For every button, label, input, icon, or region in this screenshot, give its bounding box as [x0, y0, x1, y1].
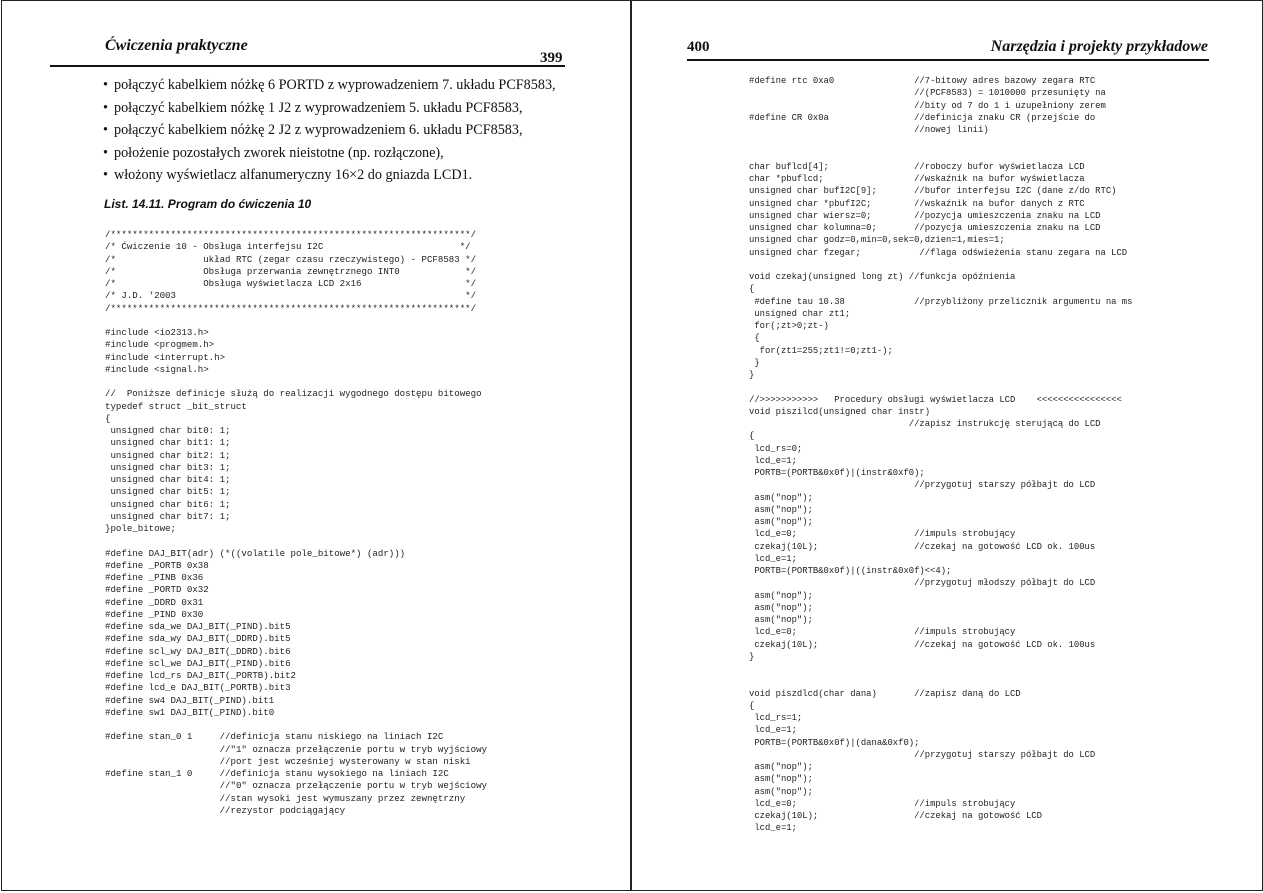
code-line: unsigned char godz=0,min=0,sek=0,dzien=1,mies=1;	[749, 235, 1005, 246]
code-line: unsigned char bit2: 1;	[105, 449, 231, 461]
code-line	[105, 535, 487, 547]
code-line: void piszilcd(unsigned char instr)	[749, 406, 931, 417]
code-line: unsigned char bit4: 1;	[105, 474, 231, 485]
code-line: #define _PINB 0x36	[105, 572, 204, 583]
bullet-item: • połączyć kabelkiem nóżkę 6 PORTD z wyprowadzeniem 7. układu PCF8583,	[103, 74, 623, 97]
code-line: #define tau 10.38 //przybliżony przelicznik argumentu na ms	[749, 296, 1133, 307]
code-line: #define lcd_e DAJ_BIT(_PORTB).bit3	[105, 682, 291, 694]
code-line: PORTB=(PORTB&0x0f)|(dana&0xf0);	[749, 737, 920, 748]
code-line: asm("nop");	[749, 602, 813, 613]
code-line: #define DAJ_BIT(adr) (*((volatile pole_bitowe*) (adr)))	[105, 547, 406, 559]
code-line: //(PCF8583) = 1010000 przesunięty na	[749, 88, 1106, 99]
code-line: {	[749, 700, 755, 711]
code-line: /* Ćwiczenie 10 - Obsługa interfejsu I2C */	[105, 241, 471, 253]
code-line: lcd_rs=1;	[749, 713, 803, 723]
code-line: //rezystor podciągający	[105, 804, 346, 816]
code-line: /* Obsługa przerwania zewnętrznego INT0 */	[105, 265, 477, 277]
code-line: #define CR 0x0a //definicja znaku CR (przejście do	[749, 112, 1096, 123]
code-line: #define sw1 DAJ_BIT(_PIND).bit0	[105, 706, 275, 718]
code-line: void czekaj(unsigned long zt) //funkcja opóźnienia	[749, 272, 1016, 282]
code-line: {	[749, 431, 755, 442]
code-line	[105, 315, 487, 327]
bullet-item: • połączyć kabelkiem nóżkę 1 J2 z wyprowadzeniem 5. układu PCF8583,	[103, 97, 623, 120]
code-line: void piszdlcd(char dana) //zapisz daną do LCD	[749, 688, 1021, 699]
code-line: #include <signal.h>	[105, 363, 209, 375]
code-line: #define _PORTB 0x38	[105, 559, 209, 571]
code-line	[105, 376, 487, 388]
bullet-item: • położenie pozostałych zworek nieistotne (np. rozłączone),	[103, 142, 623, 165]
code-line: //>>>>>>>>>>> Procedury obsługi wyświetlacza LCD <<<<<<<<<<<<<<<<	[749, 394, 1122, 405]
code-line: unsigned char bufI2C[9]; //bufor interfejsu I2C (dane z/do RTC)	[749, 186, 1117, 197]
code-line: czekaj(10L); //czekaj na gotowość LCD ok. 100us	[749, 541, 1096, 552]
code-line: unsigned char kolumna=0; //pozycja umieszczenia znaku na LCD	[749, 223, 1101, 233]
code-line: //bity od 7 do 1 i uzupełniony zerem	[749, 100, 1106, 111]
bullet-item: • połączyć kabelkiem nóżkę 2 J2 z wyprowadzeniem 6. układu PCF8583,	[103, 119, 623, 142]
right-code-listing	[749, 75, 1132, 835]
code-line	[749, 259, 1132, 271]
code-line: /* J.D. '2003 */	[105, 290, 477, 302]
code-line: /******************************************************************/	[105, 229, 477, 240]
right-running-header: Narzędzia i projekty przykładowe	[990, 38, 1208, 55]
code-line: //"1" oznacza przełączenie portu w tryb wyjściowy	[105, 743, 487, 755]
code-line	[105, 719, 487, 731]
code-line: //nowej linii)	[749, 125, 989, 135]
code-line	[749, 381, 1132, 393]
code-line: unsigned char wiersz=0; //pozycja umieszczenia znaku na LCD	[749, 210, 1101, 221]
code-line: {	[749, 284, 755, 295]
right-page-number: 400	[687, 39, 710, 55]
code-line: unsigned char *pbufI2C; //wskaźnik na bufor danych z RTC	[749, 198, 1085, 209]
code-line: asm("nop");	[749, 517, 813, 527]
code-line: // Poniższe definicje służą do realizacji wygodnego dostępu bitowego	[105, 388, 482, 400]
code-line: lcd_e=0; //impuls strobujący	[749, 627, 1016, 638]
code-line: PORTB=(PORTB&0x0f)|(instr&0xf0);	[749, 468, 925, 478]
code-line: #define sda_wy DAJ_BIT(_DDRD).bit5	[105, 633, 291, 645]
code-line	[749, 136, 1132, 148]
code-line: lcd_e=1;	[749, 823, 797, 834]
code-line: //stan wysoki jest wymuszany przez zewnętrzny	[105, 792, 466, 804]
code-line: asm("nop");	[749, 492, 813, 503]
code-line: #define sda_we DAJ_BIT(_PIND).bit5	[105, 621, 291, 632]
code-line: //przygotuj starszy półbajt do LCD	[749, 749, 1096, 760]
left-page	[1, 0, 631, 891]
code-line: #define sw4 DAJ_BIT(_PIND).bit1	[105, 694, 275, 706]
code-line: #include <interrupt.h>	[105, 351, 226, 363]
code-line: for(zt1=255;zt1!=0;zt1-);	[749, 345, 893, 356]
code-line: #define _PORTD 0x32	[105, 584, 209, 596]
code-line: asm("nop");	[749, 504, 813, 515]
code-line: #include <io2313.h>	[105, 327, 209, 338]
code-line	[749, 675, 1132, 687]
code-line: typedef struct _bit_struct	[105, 400, 247, 412]
code-line: #include <progmem.h>	[105, 339, 215, 351]
code-line: czekaj(10L); //czekaj na gotowość LCD ok. 100us	[749, 639, 1096, 650]
code-line: #define _PIND 0x30	[105, 608, 204, 620]
code-line: lcd_e=0; //impuls strobujący	[749, 798, 1016, 809]
code-line: #define scl_wy DAJ_BIT(_DDRD).bit6	[105, 645, 291, 657]
code-line: #define stan_1 0 //definicja stanu wysokiego na liniach I2C	[105, 768, 449, 779]
code-line: lcd_e=1;	[749, 725, 797, 736]
code-line: {	[105, 412, 111, 424]
code-line: unsigned char bit3: 1;	[105, 461, 231, 473]
code-line: asm("nop");	[749, 786, 813, 797]
left-header-rule	[50, 65, 565, 67]
code-line: char buflcd[4]; //roboczy bufor wyświetlacza LCD	[749, 161, 1085, 172]
code-line: }pole_bitowe;	[105, 523, 176, 534]
code-line: czekaj(10L); //czekaj na gotowość LCD	[749, 811, 1042, 821]
code-line: }	[749, 651, 755, 662]
right-header-rule	[687, 59, 1209, 61]
code-line: {	[749, 333, 760, 344]
code-line: unsigned char bit0: 1;	[105, 425, 231, 436]
code-line: //zapisz instrukcję sterującą do LCD	[749, 419, 1101, 429]
code-line: asm("nop");	[749, 774, 813, 785]
code-line: //przygotuj starszy półbajt do LCD	[749, 480, 1096, 491]
code-line: unsigned char bit7: 1;	[105, 510, 231, 522]
code-line: /******************************************************************/	[105, 302, 477, 314]
code-line: PORTB=(PORTB&0x0f)|((instr&0x0f)<<4);	[749, 566, 952, 576]
code-line: /* układ RTC (zegar czasu rzeczywistego) - PCF8583 */	[105, 253, 477, 265]
code-line	[749, 149, 1132, 161]
code-line: lcd_rs=0;	[749, 443, 803, 454]
code-line: }	[749, 357, 760, 368]
left-page-number: 399	[540, 50, 563, 66]
code-line: #define lcd_rs DAJ_BIT(_PORTB).bit2	[105, 670, 296, 681]
bullet-item: • włożony wyświetlacz alfanumeryczny 16×2 do gniazda LCD1.	[103, 164, 623, 187]
right-page	[631, 0, 1263, 891]
code-line: //"0" oznacza przełączenie portu w tryb wejściowy	[105, 780, 487, 792]
listing-title: List. 14.11. Program do ćwiczenia 10	[104, 197, 312, 211]
code-line: asm("nop");	[749, 590, 813, 601]
code-line	[749, 663, 1132, 675]
left-running-header: Ćwiczenia praktyczne	[105, 37, 248, 54]
code-line: char *pbuflcd; //wskaźnik na bufor wyświetlacza	[749, 174, 1085, 184]
code-line: lcd_e=0; //impuls strobujący	[749, 529, 1016, 540]
code-line: unsigned char fzegar; //flaga odświeżenia stanu zegara na LCD	[749, 247, 1128, 258]
code-line: }	[749, 370, 755, 380]
code-line: unsigned char bit6: 1;	[105, 498, 231, 510]
code-line: unsigned char zt1;	[749, 308, 851, 319]
code-line: #define scl_we DAJ_BIT(_PIND).bit6	[105, 657, 291, 669]
code-line: #define stan_0 1 //definicja stanu niskiego na liniach I2C	[105, 731, 444, 743]
code-line: unsigned char bit1: 1;	[105, 437, 231, 449]
code-line: asm("nop");	[749, 615, 813, 625]
code-line: /* Obsługa wyświetlacza LCD 2x16 */	[105, 278, 477, 289]
code-line: lcd_e=1;	[749, 455, 797, 466]
code-line: lcd_e=1;	[749, 553, 797, 564]
code-line: asm("nop");	[749, 762, 813, 772]
code-line: #define rtc 0xa0 //7-bitowy adres bazowy zegara RTC	[749, 76, 1096, 86]
code-line: //przygotuj młodszy półbajt do LCD	[749, 578, 1096, 589]
left-code-listing	[105, 229, 487, 817]
code-line: unsigned char bit5: 1;	[105, 486, 231, 498]
bullet-list	[103, 74, 623, 187]
code-line: //port jest wcześniej wysterowany w stan niski	[105, 755, 471, 767]
code-line: for(;zt>0;zt-)	[749, 321, 829, 331]
code-line: #define _DDRD 0x31	[105, 596, 204, 608]
